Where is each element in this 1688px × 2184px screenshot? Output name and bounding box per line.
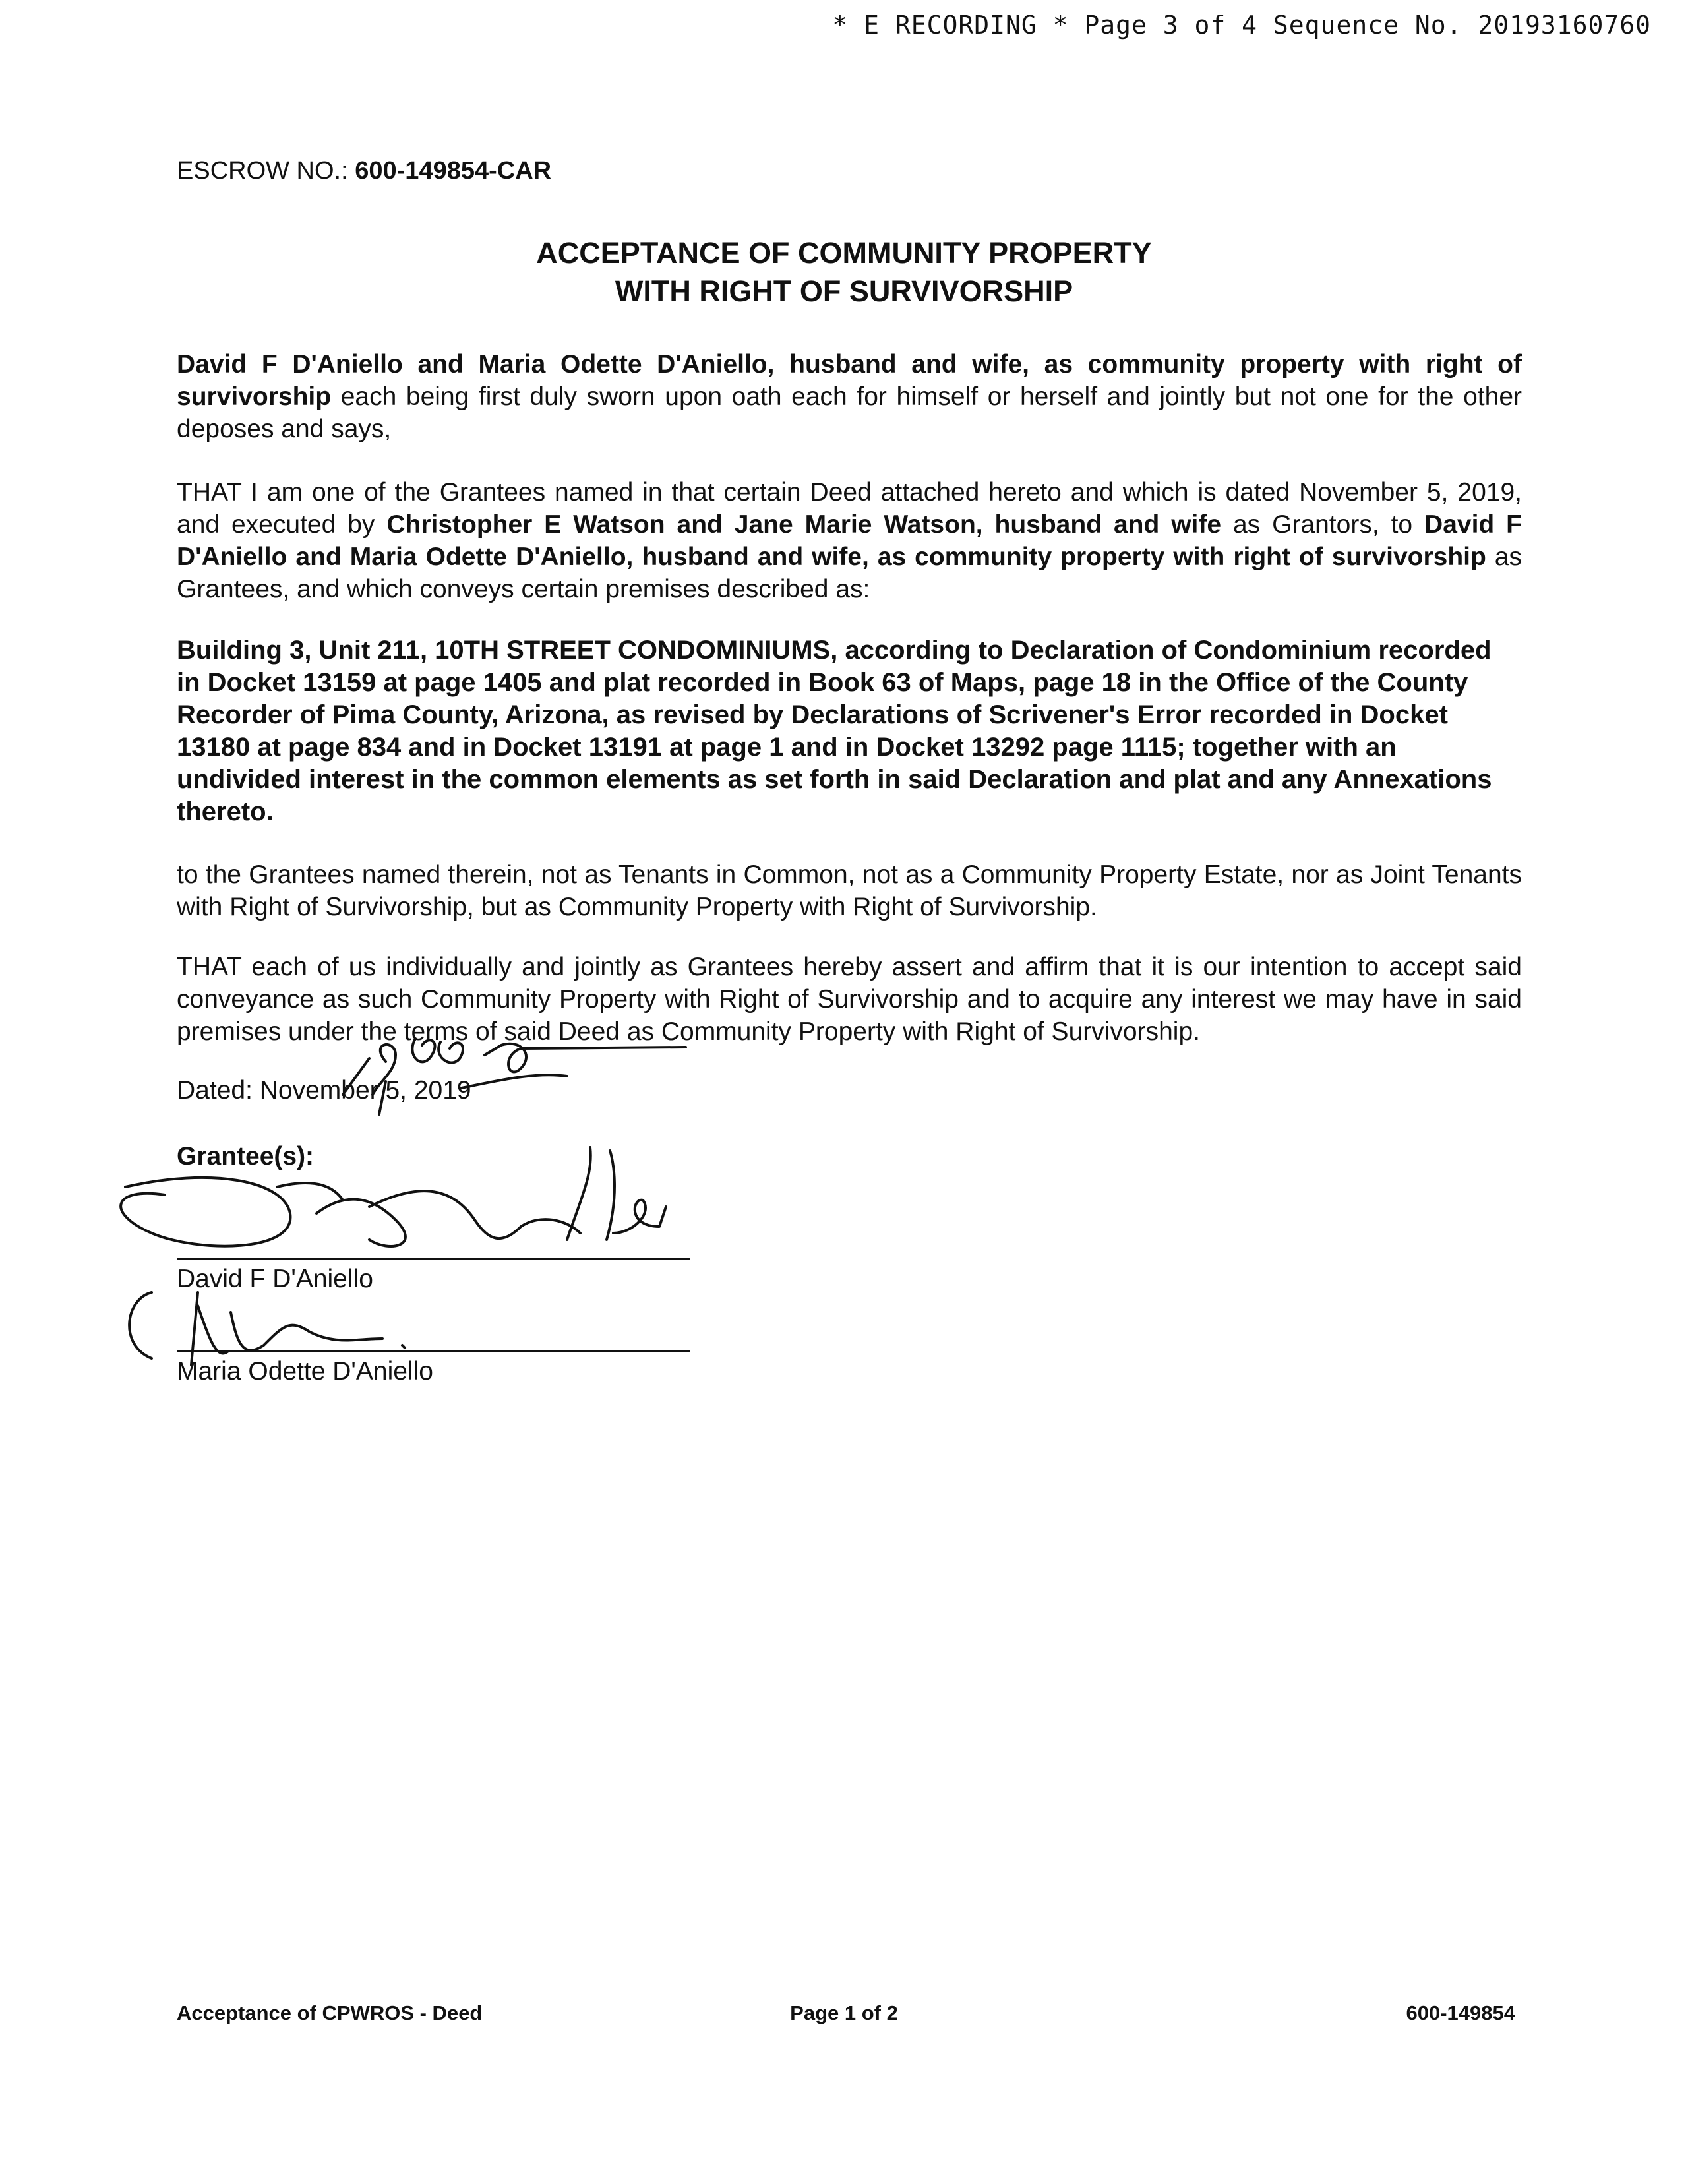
escrow-label: ESCROW NO.: [177,157,348,185]
dated-line: Dated: November 5, 2019 [177,1076,471,1105]
signer-name-1: David F D'Aniello [177,1265,373,1293]
deed-paragraph [177,476,1522,605]
grantees-label: Grantee(s): [177,1142,315,1170]
affiant-text: each being first duly sworn upon oath each for himself or herself and jointly but not one for the other deposes and says, [177,382,1522,443]
escrow-number [177,157,551,185]
footer-file-number: 600-149854 [1406,2001,1515,2024]
grantees-names: David F D'Aniello and Maria Odette D'Aniello, husband and wife, as community property with right of survivorship [177,510,1522,571]
affiant-paragraph [177,348,1522,445]
signature-line-1 [177,1258,690,1260]
signer-name-2: Maria Odette D'Aniello [177,1357,433,1385]
recording-header: * E RECORDING * Page 3 of 4 Sequence No. 20193160760 [832,11,1651,40]
affiant-names: David F D'Aniello and Maria Odette D'Aniello, husband and wife, as community property with right of survivorship [177,350,1522,411]
affirmation-paragraph: THAT each of us individually and jointly as Grantees hereby assert and affirm that it is our intention to accept said conveyance as such Community Property with Right of Survivorship and to acquire any interest we may have in said premises under the terms of said Deed as Community Property with Right of Survivorship. [177,953,1522,1046]
title-line-2: WITH RIGHT OF SURVIVORSHIP [615,274,1073,308]
tenancy-paragraph: to the Grantees named therein, not as Tenants in Common, not as a Community Property Estate, nor as Joint Tenants with Right of Survivorship, but as Community Property with Right of Survivorship. [177,861,1522,921]
deed-text-1: THAT I am one of the Grantees named in that certain Deed attached hereto and which is dated November 5, 2019, and executed by [177,478,1522,539]
legal-description: Building 3, Unit 211, 10TH STREET CONDOMINIUMS, according to Declaration of Condominium recorded in Docket 13159 at page 1405 and plat recorded in Book 63 of Maps, page 18 in the Office of the County Recorder of Pima County, Arizona, as revised by Declarations of Scrivener's Error recorded in Docket 13180 at page 834 and in Docket 13191 at page 1 and in Docket 13292 page 1115; together with an undivided interest in the common elements as set forth in said Declaration and plat and any Annexations thereto. [177,636,1492,826]
escrow-value: 600-149854-CAR [355,157,552,185]
title-line-1: ACCEPTANCE OF COMMUNITY PROPERTY [536,236,1152,270]
grantors-names: Christopher E Watson and Jane Marie Watson, husband and wife [386,510,1222,539]
footer-document-name: Acceptance of CPWROS - Deed [177,2001,483,2024]
deed-text-2: as Grantors, to [1221,510,1425,539]
deed-text-3: as Grantees, and which conveys certain premises described as: [177,543,1522,603]
document-title [0,234,1688,311]
signature-line-2 [177,1350,690,1352]
footer-page-number: Page 1 of 2 [790,2001,898,2024]
signature-2 [129,1292,405,1365]
